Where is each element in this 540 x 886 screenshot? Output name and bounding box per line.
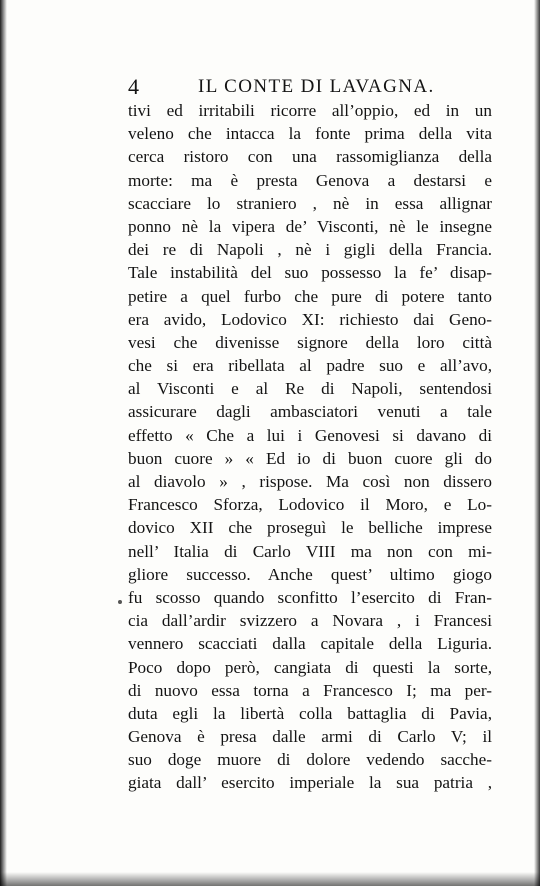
- text-line: Francesco Sforza, Lodovico il Moro, e Lo-: [128, 495, 492, 515]
- text-line: gliore successo. Anche quest’ ultimo giogo: [128, 564, 492, 584]
- text-line: cia dall’ardir svizzero a Novara , i Francesi: [128, 611, 492, 631]
- text-line: vesi che divenisse signore della loro città: [128, 332, 492, 352]
- page-number: 4: [128, 74, 139, 99]
- text-line: dei re di Napoli , nè i gigli della Francia.: [128, 240, 492, 260]
- text-line: effetto « Che a lui i Genovesi si davano di: [128, 425, 492, 445]
- page-left-edge-shadow: [0, 0, 7, 886]
- text-line: al diavolo » , rispose. Ma così non dissero: [128, 472, 492, 491]
- text-line: buon cuore » « Ed io di buon cuore gli do: [128, 448, 492, 468]
- text-line: Tale instabilità del suo possesso la fe’ disap-: [128, 263, 492, 283]
- text-line: assicurare dagli ambasciatori venuti a tale: [128, 402, 492, 422]
- text-line: petire a quel furbo che pure di potere tanto: [128, 286, 492, 306]
- text-line: giata dall’ esercito imperiale la sua patria ,: [128, 773, 492, 793]
- running-title: IL CONTE DI LAVAGNA.: [198, 76, 435, 97]
- text-line: cerca ristoro con una rassomiglianza della: [128, 147, 492, 167]
- text-line: duta egli la libertà colla battaglia di Pavia,: [128, 703, 492, 723]
- text-line: Genova è presa dalle armi di Carlo V; il: [128, 727, 492, 747]
- text-line: suo doge muore di dolore vedendo sacche-: [128, 750, 492, 770]
- text-line: vennero scacciati dalla capitale della Liguria.: [128, 634, 492, 654]
- text-line: fu scosso quando sconfitto l’esercito di Fran-: [128, 587, 492, 607]
- text-line: veleno che intacca la fonte prima della vita: [128, 124, 492, 144]
- page-bottom-edge-shadow: [0, 872, 540, 886]
- page-right-edge-shadow: [534, 0, 540, 886]
- text-line: di nuovo essa torna a Francesco I; ma per-: [128, 680, 492, 700]
- text-line: Poco dopo però, cangiata di questi la sorte,: [128, 657, 492, 677]
- text-line: tivi ed irritabili ricorre all’oppio, ed in un: [128, 101, 492, 120]
- body-text: [128, 99, 492, 795]
- text-line: al Visconti e al Re di Napoli, sentendosi: [128, 379, 492, 399]
- text-line: nell’ Italia di Carlo VIII ma non con mi-: [128, 541, 492, 561]
- text-line: scacciare lo straniero , nè in essa allignar: [128, 193, 492, 213]
- text-line: ponno nè la vipera de’ Visconti, nè le insegne: [128, 216, 492, 236]
- text-line: dovico XII che proseguì le belliche imprese: [128, 518, 492, 538]
- running-header: [128, 72, 468, 102]
- text-line: che si era ribellata al padre suo e all’avo,: [128, 356, 492, 376]
- text-line: era avido, Lodovico XI: richiesto dai Geno-: [128, 309, 492, 329]
- text-line: morte: ma è presta Genova a destarsi e: [128, 170, 492, 190]
- ink-speck: [118, 600, 122, 604]
